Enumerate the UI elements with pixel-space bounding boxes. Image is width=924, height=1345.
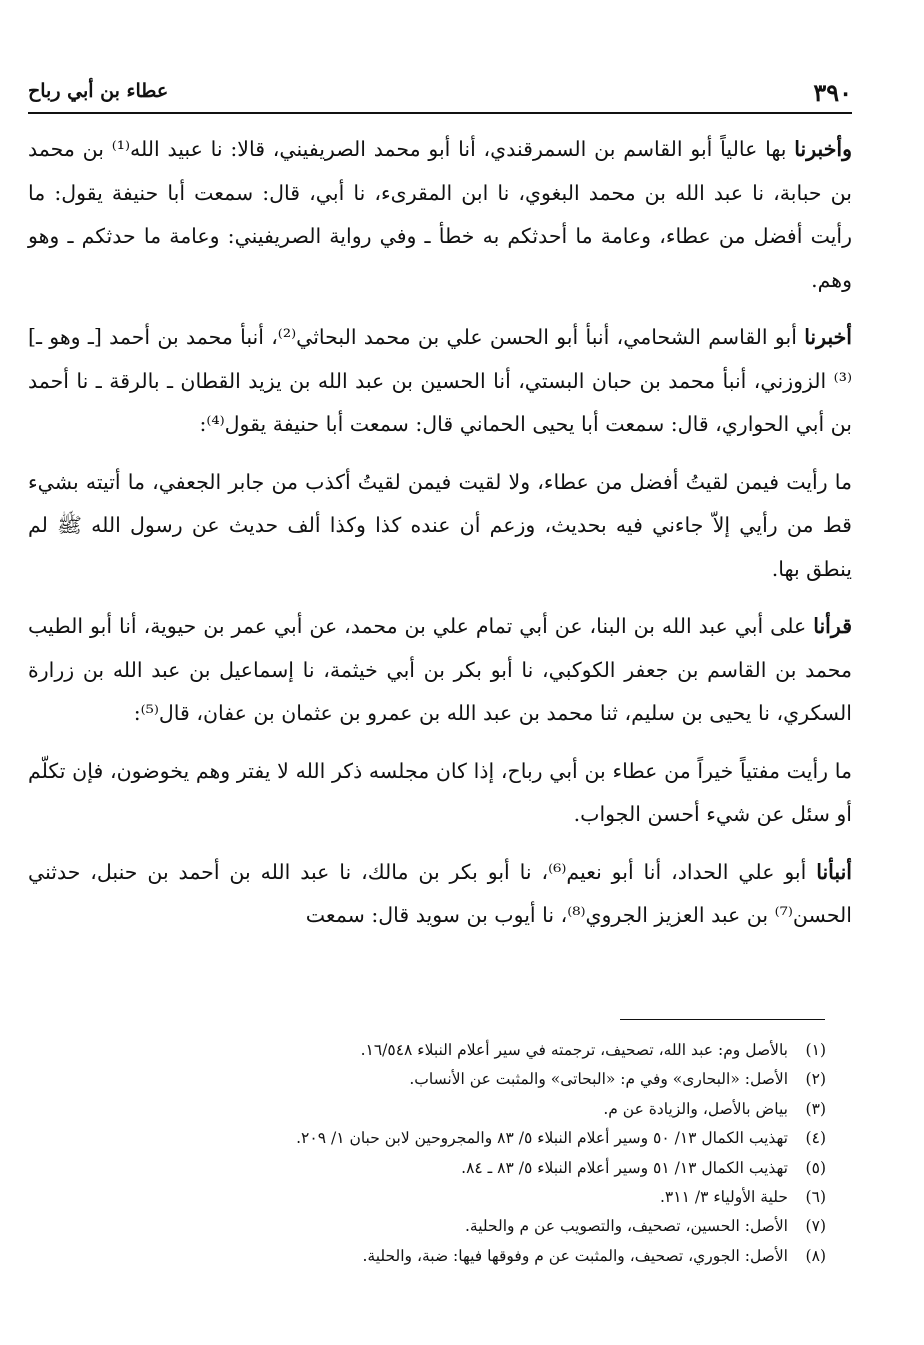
running-head xyxy=(28,72,852,114)
paragraph-text: بها عالياً أبو القاسم بن السمرقندي، أنا أبو محمد الصريفيني، قالا: نا عبيد الله⁽¹⁾ بن محمد بن حبابة، نا عبد الله بن محمد البغوي، نا ابن المقرىء، نا أبي، قال: سمعت أبا حنيفة يقول: ما رأيت أفضل من عطاء، وعامة ما أحدثكم به خطأ ـ وفي رواية الصريفيني: وعامة ما حدثكم ـ وهو وهم. xyxy=(28,137,852,292)
paragraph-lead-word: أنبأنا xyxy=(816,859,853,884)
paragraph-3 xyxy=(28,461,852,592)
paragraph-text: على أبي عبد الله بن البنا، عن أبي تمام علي بن محمد، عن أبي عمر بن حيوية، أنا أبو الطيب محمد بن القاسم بن جعفر الكوكبي، نا أبو بكر بن أبي خيثمة، نا إسماعيل بن عبد الله بن زرارة السكري، نا يحيى بن سليم، ثنا محمد بن عبد الله بن عمرو بن عثمان بن عفان، قال⁽⁵⁾: xyxy=(28,614,852,725)
footnote-text: الأصل: الحسين، تصحيف، والتصويب عن م والحلية. xyxy=(464,1217,788,1236)
paragraph-1 xyxy=(28,128,852,302)
paragraph-text: أبو القاسم الشحامي، أنبأ أبو الحسن علي بن محمد البحاثي⁽²⁾، أنبأ محمد بن أحمد [ـ وهو ـ]⁽³⁾ الزوزني، أنبأ محمد بن حبان البستي، أنا الحسين بن عبد الله بن يزيد القطان ـ بالرقة ـ نا أحمد بن أبي الحواري، قال: سمعت أبا يحيى الحماني قال: سمعت أبا حنيفة يقول⁽⁴⁾: xyxy=(28,325,852,436)
footnote-number: (٥) xyxy=(805,1158,826,1177)
footnote-item xyxy=(60,1065,826,1094)
footnote-number: (٤) xyxy=(805,1129,826,1148)
footnote-item xyxy=(60,1095,826,1124)
footnote-item xyxy=(60,1242,826,1271)
footnote-number: (٦) xyxy=(805,1187,826,1206)
footnote-text: تهذيب الكمال ١٣/ ٥١ وسير أعلام النبلاء ٥/ ٨٣ ـ ٨٤. xyxy=(461,1158,788,1177)
footnote-item xyxy=(60,1183,826,1212)
footnote-text: تهذيب الكمال ١٣/ ٥٠ وسير أعلام النبلاء ٥/ ٨٣ والمجروحين لابن حبان ١/ ٢٠٩. xyxy=(296,1129,788,1148)
paragraph-text: أبو علي الحداد، أنا أبو نعيم⁽⁶⁾، نا أبو بكر بن مالك، نا عبد الله بن أحمد بن حنبل، حدثني الحسن⁽⁷⁾ بن عبد العزيز الجروي⁽⁸⁾، نا أيوب بن سويد قال: سمعت xyxy=(28,859,852,927)
paragraph-text: ما رأيت فيمن لقيتُ أفضل من عطاء، ولا لقيت فيمن لقيتُ أكذب من جابر الجعفي، ما أتيته بشيء قط من رأيي إلاّ جاءني فيه بحديث، وزعم أن عنده كذا وكذا ألف حديث عن رسول الله ﷺ لم ينطق بها. xyxy=(28,469,852,581)
paragraph-4 xyxy=(28,605,852,736)
paragraph-lead-word: قرأنا xyxy=(813,614,852,638)
footnote-text: بياض بالأصل، والزيادة عن م. xyxy=(603,1099,788,1118)
footnote-item xyxy=(60,1036,826,1065)
footnote-number: (١) xyxy=(805,1041,826,1059)
paragraph-lead-word: وأخبرنا xyxy=(794,137,852,161)
running-title: عطاء بن أبي رباح xyxy=(28,80,169,102)
paragraph-2 xyxy=(28,316,852,447)
footnote-item xyxy=(60,1212,826,1241)
paragraph-5 xyxy=(28,750,852,837)
footnote-text: بالأصل وم: عبد الله، تصحيف، ترجمته في سير أعلام النبلاء ١٦/٥٤٨. xyxy=(360,1041,788,1059)
footnote-number: (٢) xyxy=(805,1070,826,1089)
footnote-separator xyxy=(620,1019,825,1020)
footnote-text: الأصل: الجوري، تصحيف، والمثبت عن م وفوقها فيها: ضبة، والحلية. xyxy=(362,1246,788,1265)
footnote-text: حلية الأولياء ٣/ ٣١١. xyxy=(659,1187,788,1206)
main-text xyxy=(28,128,852,952)
footnote-text: الأصل: «البحارى» وفي م: «البحاتى» والمثبت عن الأنساب. xyxy=(409,1070,788,1089)
footnotes xyxy=(60,1036,826,1271)
footnote-number: (٨) xyxy=(805,1246,826,1265)
footnote-number: (٣) xyxy=(805,1099,826,1118)
footnote-number: (٧) xyxy=(805,1217,826,1236)
page-number: ٣٩٠ xyxy=(813,78,852,107)
paragraph-lead-word: أخبرنا xyxy=(804,325,853,349)
paragraph-6 xyxy=(28,851,852,938)
footnote-item xyxy=(60,1124,826,1153)
footnote-item xyxy=(60,1154,826,1183)
paragraph-text: ما رأيت مفتياً خيراً من عطاء بن أبي رباح، إذا كان مجلسه ذكر الله لا يفتر وهم يخوضون، فإن تكلّم أو سئل عن شيء أحسن الجواب. xyxy=(28,758,852,826)
